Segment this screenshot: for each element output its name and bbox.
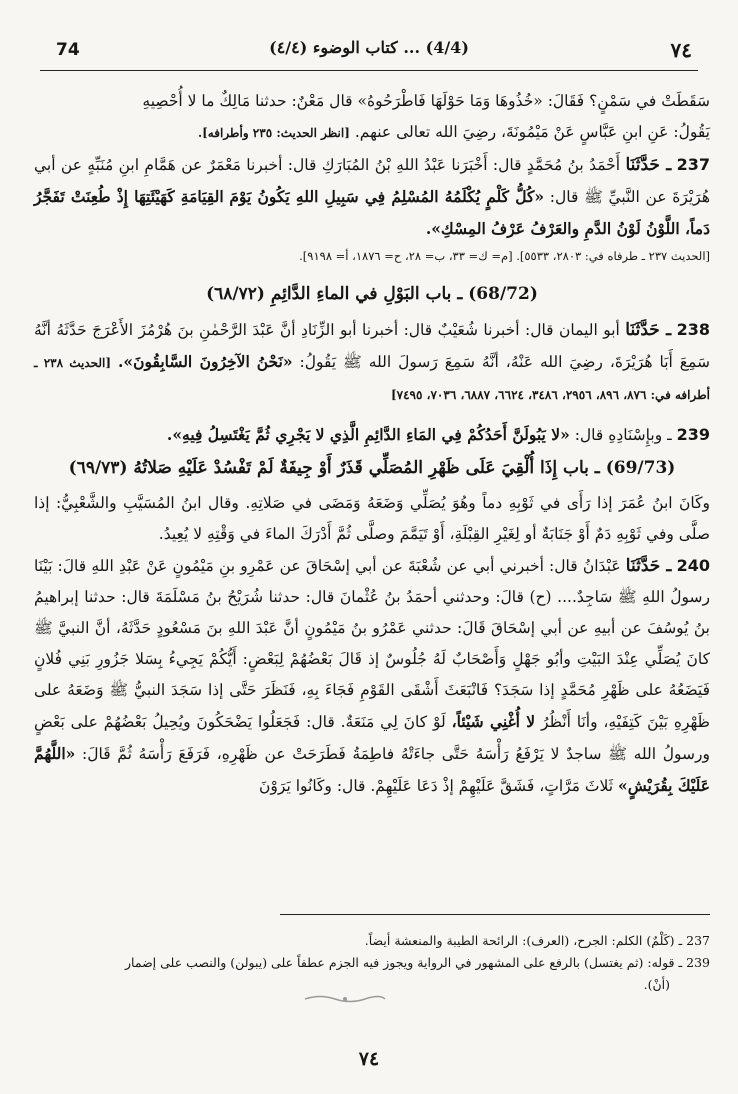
text-line: سَقَطَتْ في سَمْنٍ؟ فَقَالَ: «خُذُوهَا وَمَا حَوْلَهَا فَاطْرَحُوهُ» قال مَعْنٌ: حدثنا مَالِكٌ ما لا أُحْصِيهِ (142, 92, 710, 110)
hadith-opening: ـ حَدَّثَنَا (625, 320, 672, 340)
hadith-index: [الحديث ٢٣٧ ـ طرفاه في: ٢٨٠٣، ٥٥٣٣]. [م= ك= ٣٣، ب= ٢٨، ح= ١٨٧٦، أ= ٩١٩٨]. (299, 249, 710, 263)
hadith-quote: «اللَّهُمَّ عَلَيْكَ بِقُرَيْشٍ» (34, 744, 710, 795)
running-title: (4/4) ... كتاب الوضوء (٤/٤) (269, 38, 469, 57)
footnote-237: 237 ـ (كَلْمٌ) الكلم: الجرح، (العرف): الرائحة الطيبة والمنعشة أيضاً. (364, 933, 710, 948)
footnote-239-cont: (أنْ). (643, 977, 670, 992)
cross-reference: [انظر الحديث: ٢٣٥ وأطرافه]. (197, 126, 350, 140)
footer-page-number: ٧٤ (358, 1048, 380, 1070)
page-header (40, 30, 698, 71)
hadith-number: 238 (676, 320, 710, 339)
hadith-238: 238 ـ حَدَّثَنَا أبو اليمان قال: أخبرنا شُعَيْبٌ قال: أخبرنا أبو الزِّنَادِ أنَّ عَبْدَ الرَّحْمٰنِ بنَ هُرْمُزَ الأَعْرَجَ حَدَّثَهُ أنَّهُ سَمِعَ أَبَا هُرَيْرَةَ، رضِيَ الله عَنْهُ، أنَّهُ سَمِعَ رَسولَ الله ﷺ يَقُولُ: «نَحْنُ الآخِرُونَ السَّابِقُونَ». [الحديث ٢٣٨ ـ أطرافه في: ٨٧٦، ٨٩٦، ٢٩٥٦، ٣٤٨٦، ٦٦٢٤، ٦٨٨٧، ٧٠٣٦، ٧٤٩٥] (34, 320, 710, 402)
hadith-239: 239 ـ وبإِسْنَادِهِ قال: «لا يَبُولَنَّ أَحَدُكُمْ فِي المَاءِ الدَّائِمِ الَّذِي لا يَجْرِي ثُمَّ يَغْتَسِلُ فِيهِ». (166, 425, 710, 444)
hadith-237: 237 ـ حَدَّثَنَا أَحْمَدُ بنُ مُحَمَّدٍ قال: أَخْبَرَنا عَبْدُ اللهِ بْنُ المُبَارَكِ قال: أخبرنا مَعْمَرٌ عن هَمَّامِ ابنِ مُنَبِّهٍ عن أبي هُرَيْرَةَ عن النَّبيِّ ﷺ قال: «كُلُّ كَلْمٍ يُكْلَمُهُ المُسْلِمُ فِي سَبِيلِ اللهِ يَكُونُ يَوْمَ القِيَامَةِ كَهَيْئَتِهَا إِذْ طُعِنَتْ تَفَجَّرُ دَماً، اللَّوْنُ لَوْنُ الدَّمِ والعَرْفُ عَرْفُ المِسْكِ». (34, 155, 710, 238)
page-number-latin: 74 (56, 40, 80, 60)
hadith-quote: «لا يَبُولَنَّ أَحَدُكُمْ فِي المَاءِ الدَّائِمِ الَّذِي لا يَجْرِي ثُمَّ يَغْتَسِلُ فِيهِ». (166, 425, 570, 444)
text-line: يَقُولُ: عَنِ ابنِ عَبَّاسٍ عَنْ مَيْمُونَةَ، رضِيَ الله تعالى عنهم. [انظر الحديث: ٢٣٥ وأطرافه]. (197, 123, 710, 141)
footnote-divider (280, 914, 710, 915)
hadith-opening: ـ حَدَّثَنَا (625, 556, 672, 576)
hadith-number: 240 (676, 556, 710, 575)
hadith-quote: القِيَامَةِ كَهَيْئَتِهَا إِذْ طُعِنَتْ تَفَجَّرُ دَماً، اللَّوْنُ لَوْنُ الدَّمِ والعَرْفُ عَرْفُ المِسْكِ». (34, 187, 710, 238)
hadith-index: [الحديث ٢٣٨ ـ أطرافه في: ٨٧٦، ٨٩٦، ٢٩٥٦، ٣٤٨٦، ٦٦٢٤، ٦٨٨٧، ٧٠٣٦، ٧٤٩٥] (34, 356, 710, 402)
footnote-239: 239 ـ قوله: (ثم يغتسل) بالرفع على المشهور في الرواية ويجوز فيه الجزم عطفاً على (يبولن) والنصب على إضمار (125, 955, 710, 970)
ornament-mark (300, 993, 390, 1005)
hadith-quote: «نَحْنُ (256, 352, 293, 371)
hadith-opening: ـ حَدَّثَنَا (625, 155, 672, 175)
page-number-arabic: ٧٤ (670, 38, 692, 62)
chapter-text: وكَانَ ابنُ عُمَرَ إذا رَأَى في ثَوْبِهِ دماً وهُوَ يُصَلِّي وَضَعَهُ وَمَضَى في صَلاتِهِ. وقال ابنُ المُسَيَّبِ والشَّعْبِيُّ: إذا صلَّى وفي ثَوْبِهِ دَمٌ أَوْ جَنَابَةٌ أو لِغَيْرِ القِبْلَةِ، أَوْ تَيَمَّمَ وصلَّى ثُمَّ أَدْرَكَ الماءَ في وَقْتِهِ لا يُعِيدُ. (34, 494, 710, 543)
hadith-240: 240 ـ حَدَّثَنَا عَبْدَانُ قال: أخبرني أبي عن شُعْبَةَ عن أبي إسْحَاقَ عن عَمْرِو بنِ مَيْمُونٍ عَنْ عَبْدِ اللهِ قالَ: بَيْنَا رسولُ اللهِ ﷺ سَاجِدٌ.... (ح) قالَ: وحدثني أحمَدُ بنُ عُثْمانَ قال: حدثنا شُرَيْحُ بنُ مَسْلَمَةَ قال: حدثنا إبراهيمُ بنُ يُوسُفَ عن أبيهِ عن أبي إسْحَاقَ قَالَ: حدثني عَمْرُو بنُ مَيْمُونٍ أنَّ عَبْدَ اللهِ بنَ مَسْعُودٍ حَدَّثَهُ، أنَّ النبيَّ ﷺ كانَ يُصَلِّي عِنْدَ البَيْتِ وأبُو جَهْلٍ وَأَصْحَابٌ لَهُ جُلُوسٌ إذ قَالَ بَعْضُهُمْ لِبَعْضٍ: أَيُّكُمْ يَجِيءُ بِسَلا جَزُورِ بَنِي فُلانٍ فَيَضَعُهُ على ظَهْرِ مُحَمَّدٍ إذا سَجَدَ؟ فَانْبَعَثَ أَشْقَى القَوْمِ فَجَاءَ بِهِ، فَنَظَرَ حَتَّى إذا سَجَدَ النبيُّ ﷺ وَضَعَهُ على ظَهْرِهِ بَيْنَ كَتِفَيْهِ، وأنَا أَنْظُرُ لا أُغْنِي شَيْئاً، لَوْ كانَ لِي مَنَعَةٌ. قال: فَجَعَلُوا يَضْحَكُونَ ويُحِيلُ بَعْضُهُمْ على بَعْضٍ ورسولُ الله ﷺ ساجدٌ لا يَرْفَعُ رَأْسَهُ حَتَّى جاءَتْهُ فاطِمَةُ فَطَرَحَتْ عن ظَهْرِهِ، فَرَفَعَ رَأْسَهُ ثُمَّ قَالَ: «اللَّهُمَّ عَلَيْكَ بِقُرَيْشٍ» ثَلاثَ مَرَّاتٍ، فَشَقَّ عَلَيْهِمْ إذْ دَعَا عَلَيْهِمْ. قال: وكَانُوا يَرَوْنَ (34, 556, 710, 795)
hadith-quote: الآخِرُونَ السَّابِقُونَ». (118, 352, 250, 371)
chapter-heading: (69/73) ـ باب إِذَا أُلْقِيَ عَلَى ظَهْرِ المُصَلِّي قَذَرٌ أَوْ جِيفَةٌ لَمْ تَفْسُدْ عَلَيْهِ صَلاتُهُ (٦٩/٧٣) (68, 458, 676, 478)
hadith-quote: لا أُغْنِي شَيْئاً، (451, 712, 536, 731)
hadith-quote: «كُلُّ كَلْمٍ يُكْلَمُهُ المُسْلِمُ فِي سَبِيلِ اللهِ يَكُونُ يَوْمَ (229, 187, 545, 206)
main-text (34, 86, 710, 802)
hadith-number: 239 (676, 425, 710, 444)
chapter-heading: (68/72) ـ باب البَوْلِ في الماءِ الدَّائِمِ (٦٨/٧٢) (206, 284, 538, 304)
hadith-number: 237 (676, 155, 710, 174)
footnotes (34, 930, 710, 996)
